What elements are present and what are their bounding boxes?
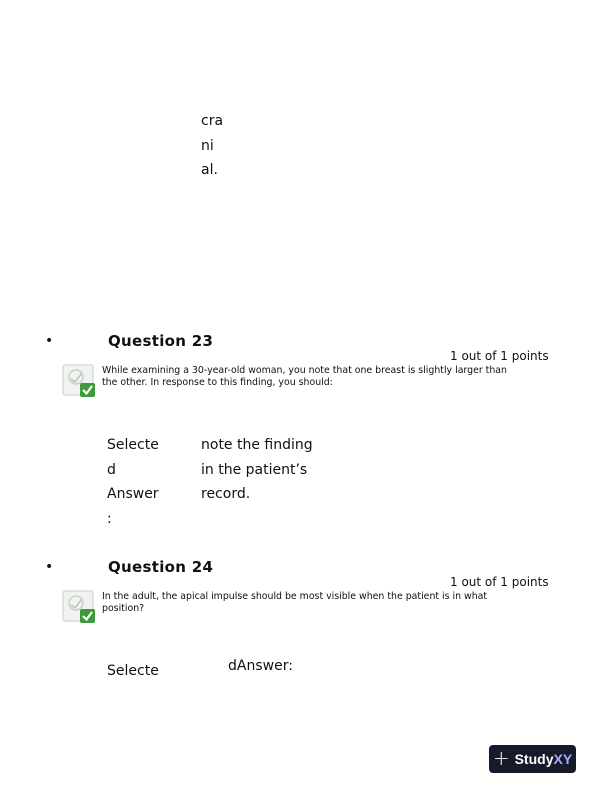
brand-name-accent: XY — [553, 751, 573, 767]
answer-fragment-line: ni — [201, 138, 214, 154]
answer-fragment-line: al. — [201, 162, 218, 178]
question-text: While examining a 30-year-old woman, you note that one breast is slightly larger than the other. In response to this finding, you should: — [102, 365, 507, 388]
question-title: Question 24 — [108, 558, 214, 576]
selected-answer-label: Selecte — [107, 437, 159, 453]
question-title: Question 23 — [108, 332, 214, 350]
selected-answer-text: note the finding — [201, 437, 313, 453]
selected-answer-label: d — [107, 462, 116, 478]
selected-answer-text: record. — [201, 486, 251, 502]
studyxy-logo-badge[interactable] — [489, 745, 576, 773]
list-bullet: • — [45, 333, 54, 349]
question-score: 1 out of 1 points — [450, 349, 549, 363]
brand-name — [515, 751, 573, 767]
question-score: 1 out of 1 points — [450, 575, 549, 589]
selected-answer-label: Answer — [107, 486, 159, 502]
selected-answer-text: in the patient’s — [201, 462, 308, 478]
correct-check-icon — [62, 364, 96, 398]
brand-name-main: Study — [514, 751, 554, 767]
correct-check-icon — [62, 590, 96, 624]
selected-answer-label: : — [107, 511, 112, 527]
selected-answer-label: Selecte — [107, 663, 159, 679]
list-bullet: • — [45, 559, 54, 575]
answer-fragment-line: cra — [201, 113, 224, 129]
question-text: In the adult, the apical impulse should be most visible when the patient is in what position? — [102, 591, 488, 614]
selected-answer-label-tail: dAnswer: — [228, 658, 293, 674]
plus-icon: + — [492, 746, 510, 770]
